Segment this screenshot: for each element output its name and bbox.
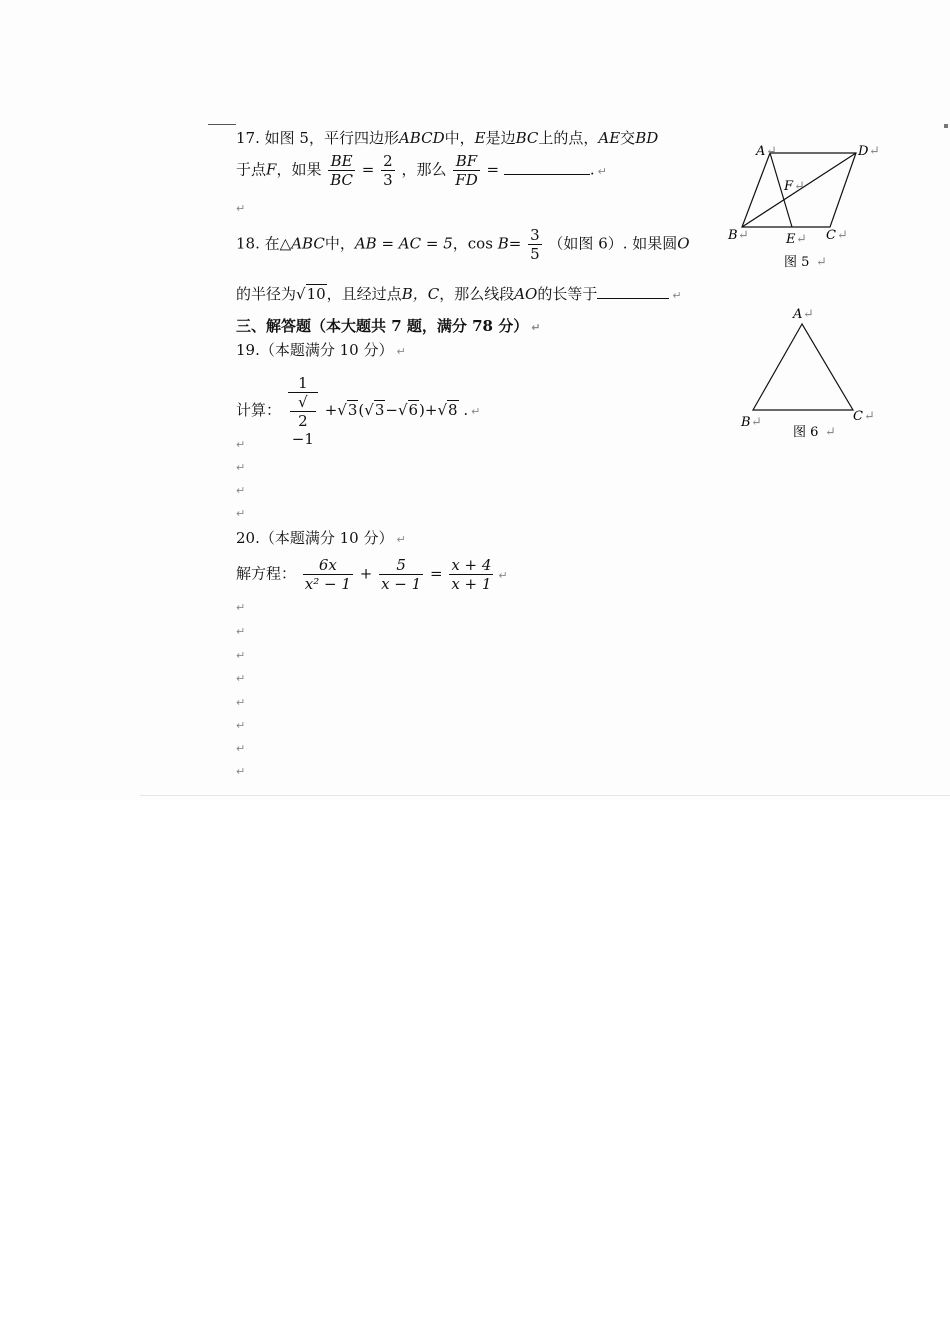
q17-f: F [266,160,277,179]
q20-heading [236,528,406,550]
q19-heading-text: 19.（本题满分 10 分） [236,341,394,359]
q19-label: 计算： [236,401,282,419]
sqrt-radicand: 6 [408,401,419,419]
q17-text6: 于点 [236,160,267,179]
paragraph-mark: ↵ [236,461,246,474]
frac-numerator: BE [328,152,355,171]
q18-text3: （如图 6）. 如果圆 [548,234,678,253]
q17-text4: 上的点， [538,129,599,147]
den-rest: −1 [291,430,314,448]
paragraph-mark: ↵ [236,696,246,709]
paragraph-mark: ↵ [396,345,406,358]
vertex-label-d: D [858,144,869,159]
paragraph-mark: ↵ [236,649,246,662]
paragraph-mark: ↵ [864,409,875,424]
answer-blank-17 [504,160,590,175]
plus-sign: + [424,401,438,419]
vertex-label-b: B [741,415,751,430]
q17-e: E [474,129,486,147]
frac-numerator: x + 4 [451,556,492,574]
equals-sign: = [486,160,500,179]
paren-close: ) [419,401,425,419]
crop-mark [208,124,236,125]
sqrt-radicand: 3 [347,401,358,419]
q17-abcd: ABCD [398,129,445,147]
paragraph-mark: ↵ [236,601,246,614]
q17-text5: 交 [620,129,636,147]
minus-sign: − [385,401,398,419]
paragraph-mark: ↵ [672,289,682,302]
paren-open: ( [358,401,365,419]
paragraph-mark: ↵ [531,321,541,334]
q18-text4: 的半径为 [236,285,297,303]
vertex-label-b: B [728,228,738,243]
paragraph-mark: ↵ [738,228,749,243]
section-title-text: 三、解答题（本大题共 7 题，满分 78 分） [236,317,529,335]
q17-text: 如图 5，平行四边形 [264,129,399,147]
sqrt-radicand: 3 [374,401,385,419]
paragraph-mark: ↵ [837,228,848,243]
answer-blank-18 [597,284,669,299]
q20-fraction-2 [379,556,423,593]
comma: ， [452,234,468,253]
vertex-label-a: A [793,307,803,322]
frac-numerator: 5 [379,556,423,575]
paragraph-mark: ↵ [396,533,406,546]
figure-6-triangle [735,302,885,447]
q17-text2: 中， [444,129,475,147]
q20-fraction-3 [449,556,493,593]
paragraph-mark: ↵ [498,568,508,582]
vertex-label-c: C [853,409,863,424]
paragraph-mark: ↵ [236,438,246,451]
period: . [463,401,469,419]
frac-denominator: √ 2 −1 [291,393,314,448]
paragraph-mark: ↵ [597,164,607,178]
paragraph-mark: ↵ [236,507,246,520]
q17-bc: BC [515,129,539,147]
equals-sign: = [361,160,375,179]
q17-fraction-be-bc [328,152,355,189]
triangle-symbol: △ [279,234,292,253]
paragraph-mark: ↵ [869,144,880,159]
frac-denominator: x² − 1 [304,575,351,593]
vertex-label-c: C [826,228,836,243]
scan-bottom-edge [140,795,950,796]
q19-expression: 计算： 1 √ 2 −1 +√3(√3−√6)+√8 . ↵ [236,374,481,448]
q18-line1 [236,226,690,263]
paragraph-mark: ↵ [236,719,246,732]
q18-equation: AB = AC = 5 [354,234,453,253]
equals-sign: = [508,234,522,253]
plus-sign: + [324,401,338,419]
q20-label: 解方程： [236,564,297,583]
figure-5-caption: 图 5 [784,255,810,270]
sqrt-radicand: 8 [448,401,458,419]
q20-heading-text: 20.（本题满分 10 分） [236,529,394,547]
q17-fraction-2-3 [381,152,395,189]
vertex-label-a: A [756,144,766,159]
figure-6-caption: 图 6 [793,425,819,440]
paragraph-mark: ↵ [794,179,805,194]
plus-sign: + [359,564,373,583]
paragraph-mark: ↵ [796,232,807,247]
q17-text3: 是边 [485,129,516,147]
period: . [589,160,595,179]
frac-denominator: BC [330,171,354,189]
paragraph-mark: ↵ [803,307,814,322]
frac-denominator: FD [455,171,478,189]
q18-text2: 中， [324,234,355,253]
frac-denominator: 5 [530,245,540,263]
figure-5-parallelogram [720,135,890,280]
paragraph-mark: ↵ [236,484,246,497]
q18-text5: ，且经过点 [326,285,402,303]
q17-text8: ，那么 [401,160,447,179]
paragraph-mark: ↵ [471,405,481,418]
equals-sign: = [429,564,443,583]
q18-points: B，C [401,285,440,303]
q17-fraction-bf-fd [453,152,479,189]
section-title [236,316,540,338]
frac-numerator: BF [453,152,479,171]
q17-ae: AE [598,129,621,147]
paragraph-mark: ↵ [236,742,246,755]
paragraph-mark: ↵ [766,144,777,159]
q18-o: O [677,234,690,253]
q18-b: B [497,234,509,253]
paragraph-mark: ↵ [236,202,246,215]
q18-text6: ，那么线段 [439,285,515,303]
q17-line2 [236,152,607,189]
q18-text: 在 [264,234,280,253]
q20-equation [236,556,508,593]
q20-fraction-1 [303,556,353,593]
q19-heading [236,340,406,362]
q18-number: 18. [236,234,260,253]
q18-line2 [236,284,682,306]
sqrt-radicand: 2 [290,411,316,430]
sqrt-radicand: 10 [306,285,326,303]
frac-denominator: x − 1 [381,575,422,593]
paragraph-mark: ↵ [236,625,246,638]
sqrt-symbol: √ [296,285,306,303]
crop-mark-right [944,124,948,128]
frac-numerator: 1 [288,374,318,393]
frac-numerator: 2 [383,152,393,170]
triangle-abc [753,324,853,410]
q17-number: 17. [236,129,260,147]
q19-fraction [288,374,318,448]
point-label-e: E [786,232,796,247]
paragraph-mark: ↵ [236,672,246,685]
q18-text7: 的长等于 [537,285,598,303]
paragraph-mark: ↵ [825,425,836,440]
q18-fraction-3-5 [528,226,542,263]
paragraph-mark: ↵ [816,255,827,270]
frac-denominator: 3 [383,171,393,189]
q18-ao: AO [514,285,538,303]
q17-line1 [236,128,658,148]
frac-numerator: 3 [530,226,540,244]
cos: cos [467,234,493,253]
frac-numerator: 6x [303,556,353,575]
q17-bd: BD [635,129,659,147]
q18-abc: ABC [291,234,325,253]
q17-text7: ，如果 [276,160,322,179]
frac-denominator: x + 1 [451,575,492,593]
point-label-f: F [784,179,794,194]
paragraph-mark: ↵ [236,765,246,778]
paragraph-mark: ↵ [751,415,762,430]
